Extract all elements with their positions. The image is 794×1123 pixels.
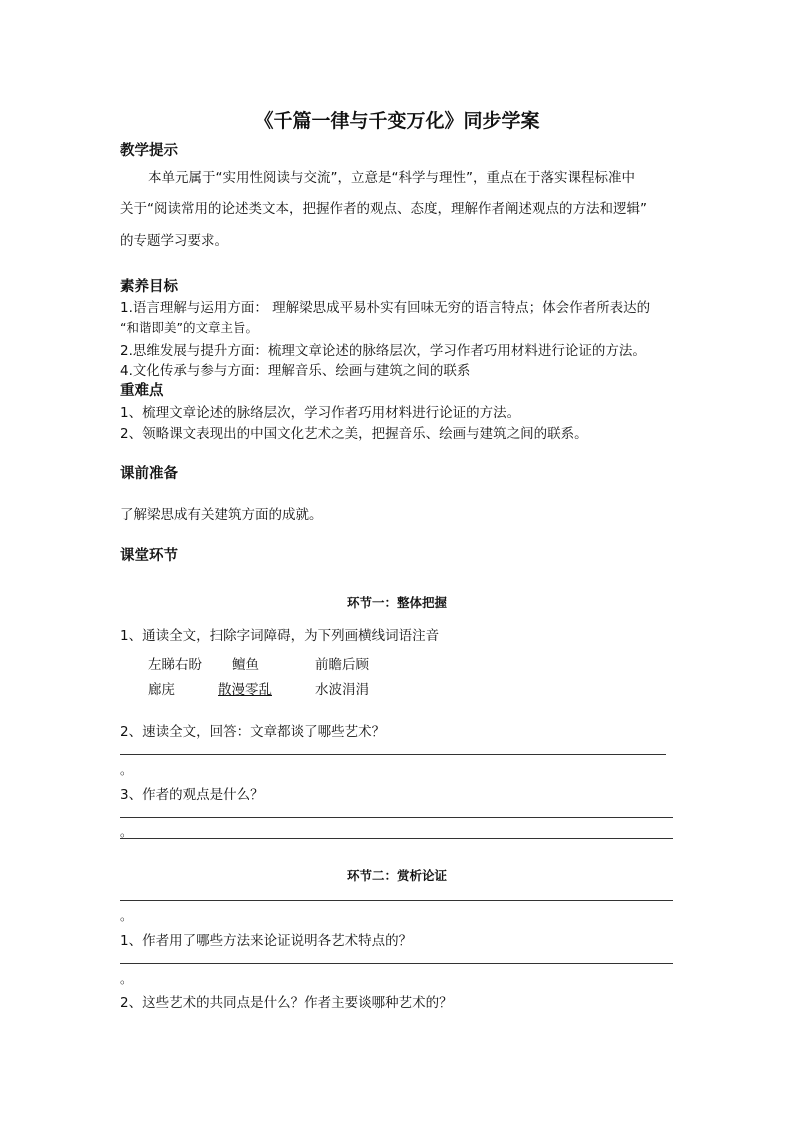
vocab-word: 鳣鱼	[232, 657, 259, 673]
key-point-1: 1、梳理文章论述的脉络层次，学习作者巧用材料进行论证的方法。	[120, 405, 521, 421]
tips-line-2: 关于“阅读常用的论述类文本，把握作者的观点、态度，理解作者阐述观点的方法和逻辑”	[120, 201, 647, 217]
tips-line-1: 本单元属于“实用性阅读与交流”，立意是“科学与理性”，重点在于落实课程标准中	[148, 170, 635, 186]
answer-line	[120, 817, 673, 818]
goals-item-3: 4.文化传承与参与方面：理解音乐、绘画与建筑之间的联系	[120, 363, 471, 379]
period-mark: 。	[120, 762, 133, 777]
section-2-question-2: 2、这些艺术的共同点是什么？作者主要谈哪种艺术的？	[120, 995, 453, 1011]
section-1-heading: 环节一：整体把握	[346, 595, 447, 610]
section-2-question-1: 1、作者用了哪些方法来论证说明各艺术特点的？	[120, 933, 413, 949]
prep-text: 了解梁思成有关建筑方面的成就。	[120, 507, 323, 523]
section-1-question-1: 1、通读全文，扫除字词障碍，为下列画横线词语注音	[120, 628, 440, 644]
prep-heading: 课前准备	[120, 466, 178, 482]
vocab-word: 水波涓涓	[315, 682, 369, 698]
tips-heading: 教学提示	[120, 143, 178, 159]
key-point-2: 2、领略课文表现出的中国文化艺术之美，把握音乐、绘画与建筑之间的联系。	[120, 426, 588, 442]
tips-line-3: 的专题学习要求。	[120, 233, 228, 249]
period-mark: 。	[120, 824, 133, 839]
key-points-heading: 重难点	[120, 383, 164, 399]
vocab-word: 散漫零乱	[218, 682, 272, 698]
answer-line	[120, 754, 666, 755]
goals-item-1-continued: “和谐即美”的文章主旨。	[120, 320, 258, 335]
answer-line	[120, 838, 673, 839]
goals-heading: 素养目标	[120, 279, 178, 295]
vocab-word: 左睇右盼	[148, 657, 202, 673]
goals-item-1: 1.语言理解与运用方面： 理解梁思成平易朴实有回味无穷的语言特点；体会作者所表达的	[120, 300, 651, 316]
page-title: 《千篇一律与千变万化》同步学案	[254, 110, 540, 132]
period-mark: 。	[120, 971, 133, 986]
section-1-question-3: 3、作者的观点是什么？	[120, 787, 264, 803]
period-mark: 。	[120, 908, 133, 923]
section-1-question-2: 2、速读全文，回答：文章都谈了哪些艺术？	[120, 724, 386, 740]
section-2-heading: 环节二：赏析论证	[346, 868, 447, 883]
answer-line	[120, 900, 673, 901]
answer-line	[120, 963, 673, 964]
goals-item-2: 2.思维发展与提升方面：梳理文章论述的脉络层次，学习作者巧用材料进行论证的方法。	[120, 343, 646, 359]
vocab-word: 廊庑	[148, 682, 175, 698]
class-heading: 课堂环节	[120, 548, 178, 564]
vocab-word: 前瞻后顾	[315, 657, 369, 673]
